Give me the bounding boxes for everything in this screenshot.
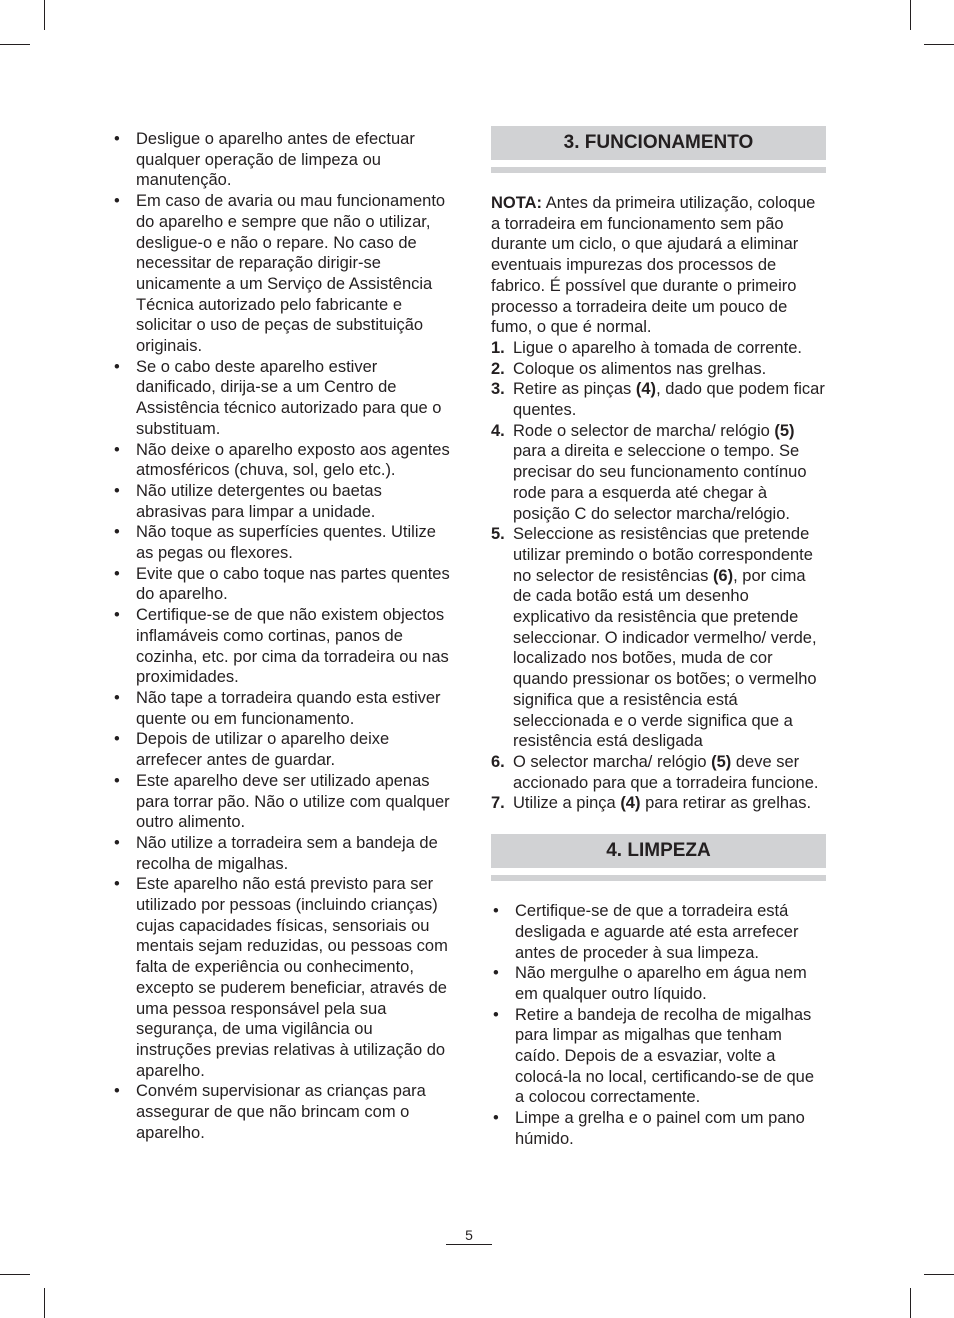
step-number: 6. [491, 752, 505, 771]
step-text: , por cima de cada botão está um desenho explicativo da resistência que pretende seleccionar. O indicador vermelho/ verde, localizado nos botões, muda de cor quando pressionar os botões; o vermelho significa que a resistência está seleccionada e o verde significa que a resistência está desligada [513, 566, 817, 751]
section-heading-limpeza [491, 834, 826, 868]
list-item [491, 338, 826, 359]
section-rule [491, 167, 826, 173]
list-item: • Convém supervisionar as crianças para assegurar de que não brincam com o aparelho. [112, 1081, 452, 1143]
step-number: 4. [491, 421, 505, 440]
list-item [491, 359, 826, 380]
step-number: 3. [491, 380, 505, 399]
note-text: Antes da primeira utilização, coloque a torradeira em funcionamento sem pão durante um ciclo, o que ajudará a eliminar eventuais impurezas dos processos de fabrico. É possível que durante o primeiro processo a torradeira deite um pouco de fumo, o que é normal. [491, 194, 816, 337]
step-text: Ligue o aparelho à tomada de corrente. [513, 338, 802, 357]
step-text: Rode o selector de marcha/ relógio [513, 421, 775, 440]
crop-mark [0, 1274, 30, 1275]
step-text: Coloque os alimentos nas grelhas. [513, 359, 767, 378]
step-text: Utilize a pinça [513, 794, 621, 813]
crop-mark [44, 1288, 45, 1318]
step-text: O selector marcha/ relógio [513, 752, 712, 771]
step-text: para a direita e seleccione o tempo. Se precisar do seu funcionamento contínuo rode para a esquerda até chegar à posição C do selector marcha/relógio. [513, 442, 807, 523]
list-item: • Certifique-se de que não existem objectos inflamáveis como cortinas, panos de cozinha, etc. por cima da torradeira ou nas proximidades. [112, 605, 452, 688]
list-item: • Desligue o aparelho antes de efectuar qualquer operação de limpeza ou manutenção. [112, 129, 452, 191]
list-item: • Não utilize detergentes ou baetas abrasivas para limpar a unidade. [112, 481, 452, 522]
list-item: • Não deixe o aparelho exposto aos agentes atmosféricos (chuva, sol, gelo etc.). [112, 440, 452, 481]
list-item: • Se o cabo deste aparelho estiver danificado, dirija-se a um Centro de Assistência técnico autorizado para que o substituam. [112, 357, 452, 440]
step-text: , dado que podem ficar quentes. [513, 380, 825, 420]
step-number: 7. [491, 794, 505, 813]
part-reference: (6) [712, 566, 734, 585]
left-column [112, 129, 452, 1143]
list-item [491, 524, 826, 752]
section-rule [491, 875, 826, 881]
step-number: 1. [491, 338, 505, 357]
cleaning-bullet-list [491, 901, 826, 1149]
step-text: deve ser accionado para que a torradeira funcione. [513, 752, 819, 792]
list-item: • Depois de utilizar o aparelho deixe arrefecer antes de guardar. [112, 729, 452, 770]
list-item [491, 421, 826, 525]
step-text: Seleccione as resistências que pretende utilizar premindo o botão correspondente no selector de resistências [513, 525, 813, 585]
part-reference: (4) [635, 380, 657, 399]
list-item: • Não utilize a torradeira sem a bandeja de recolha de migalhas. [112, 833, 452, 874]
list-item: • Evite que o cabo toque nas partes quentes do aparelho. [112, 564, 452, 605]
section-title: 4. LIMPEZA [606, 839, 711, 861]
safety-bullet-list [112, 129, 452, 1143]
list-item: • Certifique-se de que a torradeira está desligada e aguarde até esta arrefecer antes de proceder à sua limpeza. [491, 901, 826, 963]
list-item: • Não toque as superfícies quentes. Utilize as pegas ou flexores. [112, 522, 452, 563]
steps-list [491, 338, 826, 814]
step-number: 2. [491, 359, 505, 378]
part-reference: (5) [711, 752, 732, 771]
list-item: • Retire a bandeja de recolha de migalhas para limpar as migalhas que tenham caído. Depois de a esvaziar, volte a colocá-la no local, certificando-se de que a colocou correctamente. [491, 1005, 826, 1109]
list-item: • Limpe a grelha e o painel com um pano húmido. [491, 1108, 826, 1149]
note-paragraph [491, 193, 826, 338]
section-title: 3. FUNCIONAMENTO [563, 131, 754, 153]
step-text: Retire as pinças [513, 380, 636, 399]
part-reference: (5) [774, 421, 795, 440]
note-label: NOTA: [491, 194, 543, 212]
list-item: • Não tape a torradeira quando esta estiver quente ou em funcionamento. [112, 688, 452, 729]
part-reference: (4) [620, 794, 641, 813]
list-item: • Em caso de avaria ou mau funcionamento do aparelho e sempre que não o utilizar, desligue-o e não o repare. No caso de necessitar de reparação dirigir-se unicamente a um Serviço de Assistência Técnica autorizado pelo fabricante e solicitar o uso de peças de substituição originais. [112, 191, 452, 357]
list-item: • Este aparelho não está previsto para ser utilizado por pessoas (incluindo crianças) cujas capacidades físicas, sensoriais ou mentais sejam reduzidas, ou pessoas com falta de experiência ou conhecimento, excepto se puderem beneficiar, através de uma pessoa responsável pela sua segurança, de uma vigilância ou instruções previas relativas à utilização do aparelho. [112, 874, 452, 1081]
step-text: para retirar as grelhas. [640, 794, 812, 813]
section-heading-funcionamento [491, 126, 826, 160]
list-item [491, 379, 826, 420]
spacer [491, 814, 826, 834]
crop-mark [44, 0, 45, 30]
crop-mark [910, 0, 911, 30]
list-item: • Não mergulhe o aparelho em água nem em qualquer outro líquido. [491, 963, 826, 1004]
page-number: 5 [465, 1227, 473, 1243]
list-item: • Este aparelho deve ser utilizado apenas para torrar pão. Não o utilize com qualquer outro alimento. [112, 771, 452, 833]
crop-mark [0, 44, 30, 45]
list-item [491, 793, 826, 814]
crop-mark [924, 1274, 954, 1275]
right-column [491, 126, 826, 1150]
crop-mark [924, 44, 954, 45]
step-number: 5. [491, 525, 505, 544]
page-number-rule [446, 1244, 492, 1245]
list-item [491, 752, 826, 793]
crop-mark [910, 1288, 911, 1318]
